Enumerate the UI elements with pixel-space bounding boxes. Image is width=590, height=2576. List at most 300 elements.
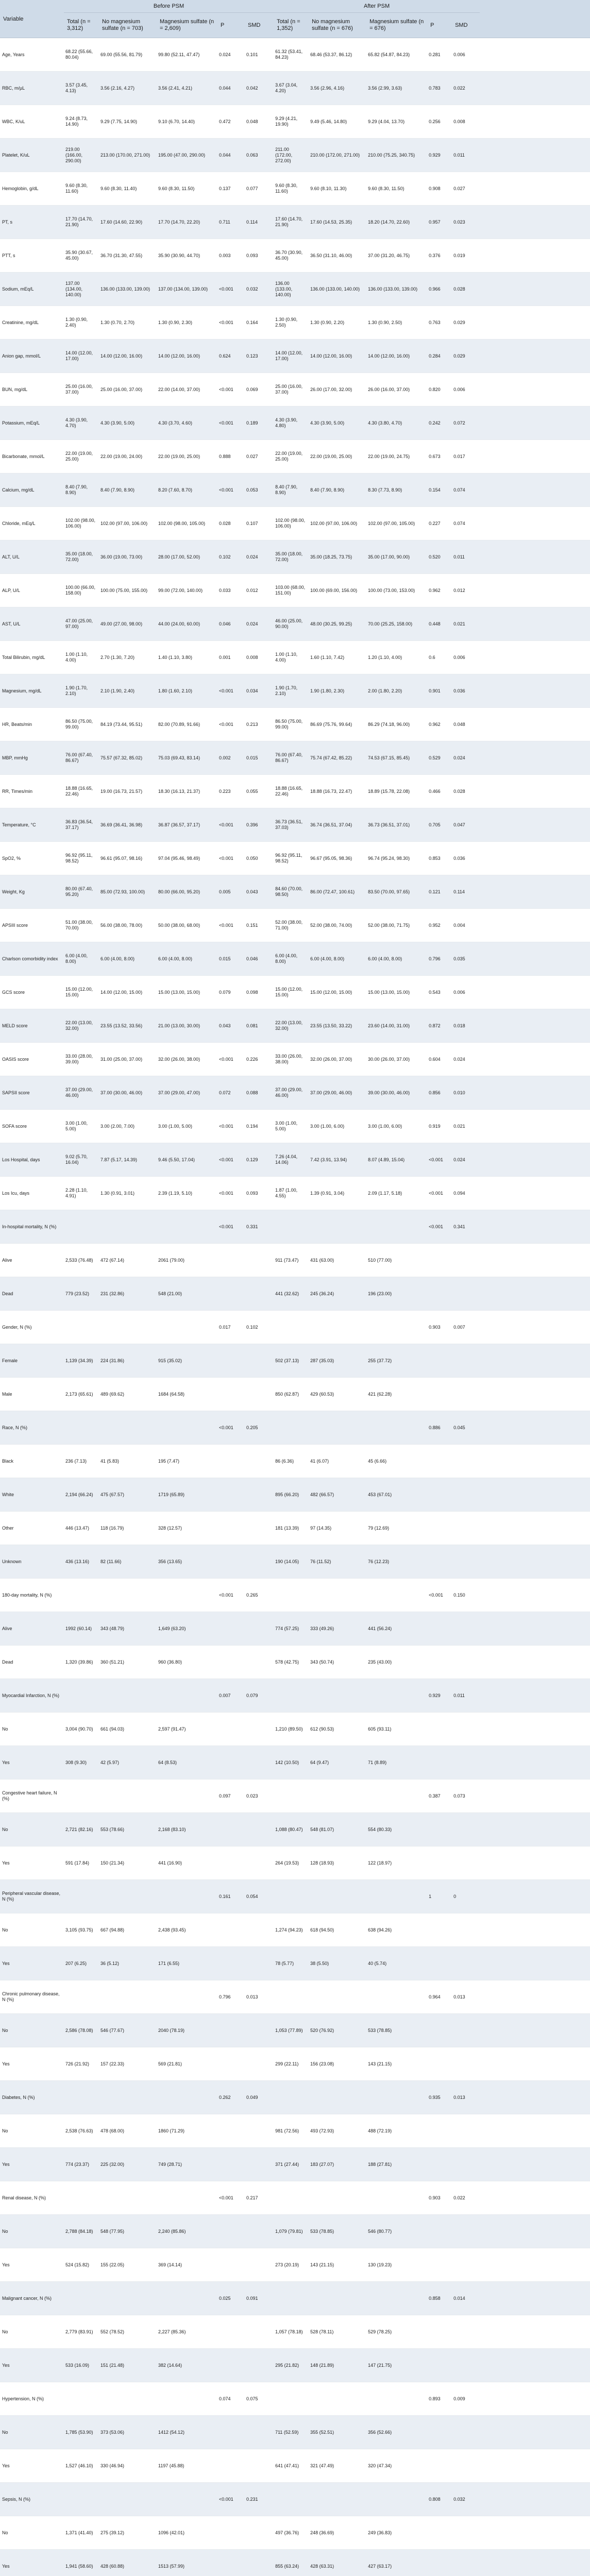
row-spacer (480, 2416, 590, 2449)
after-p-cell (427, 1913, 452, 1947)
table-row (0, 406, 590, 440)
after-psm-header: After PSM (274, 0, 480, 13)
before-mg-cell: 99.00 (72.00, 140.00) (157, 574, 217, 607)
after-no-mg-cell: 75.74 (67.42, 85.22) (309, 741, 366, 775)
before-total-cell: 2,194 (66.24) (64, 1478, 99, 1512)
after-no-mg-cell: 17.60 (14.53, 25.35) (309, 206, 366, 239)
before-no-mg-cell (99, 1679, 157, 1713)
before-total-cell: 1,941 (58.60) (64, 2550, 99, 2576)
before-smd-cell: 0.217 (245, 2181, 274, 2215)
row-spacer (480, 942, 590, 976)
before-total-cell: 1.00 (1.10, 4.00) (64, 641, 99, 674)
after-total-cell (274, 2382, 309, 2416)
after-smd-cell (452, 1445, 480, 1478)
variable-cell: Diabetes, N (%) (0, 2081, 64, 2114)
after-p-cell: 0.281 (427, 38, 452, 72)
before-mg-cell: 44.00 (24.00, 60.00) (157, 607, 217, 641)
after-no-mg-cell: 548 (81.07) (309, 1813, 366, 1846)
before-mg-cell: 2,227 (85.36) (157, 2315, 217, 2349)
before-mg-cell: 37.00 (29.00, 47.00) (157, 1076, 217, 1110)
before-total-cell: 68.22 (55.66, 80.04) (64, 38, 99, 72)
after-total-cell (274, 2282, 309, 2315)
before-smd-cell (245, 1545, 274, 1579)
after-total-cell: 102.00 (98.00, 106.00) (274, 507, 309, 540)
before-mg-cell (157, 1980, 217, 2014)
before-p-cell: <0.001 (217, 1110, 245, 1143)
before-no-mg-cell: 157 (22.33) (99, 2047, 157, 2081)
row-spacer (480, 105, 590, 139)
row-spacer (480, 507, 590, 540)
after-mg-cell: 1.20 (1.10, 4.00) (366, 641, 427, 674)
before-p-cell (217, 1813, 245, 1846)
after-no-mg-cell: 618 (94.50) (309, 1913, 366, 1947)
after-total-cell (274, 1210, 309, 1244)
before-total-cell: 446 (13.47) (64, 1512, 99, 1545)
after-mg-cell: 441 (56.24) (366, 1612, 427, 1646)
before-smd-cell: 0.098 (245, 976, 274, 1009)
before-no-mg-cell: 14.00 (12.00, 16.00) (99, 340, 157, 373)
variable-cell: Yes (0, 2550, 64, 2576)
after-mg-cell: 74.53 (67.15, 85.45) (366, 741, 427, 775)
variable-cell: GCS score (0, 976, 64, 1009)
after-mg-cell: 638 (94.26) (366, 1913, 427, 1947)
after-mg-cell: 76 (12.23) (366, 1545, 427, 1579)
after-smd-cell: 0.028 (452, 273, 480, 306)
before-total-cell: 1,320 (39.86) (64, 1646, 99, 1679)
before-mg-cell (157, 1579, 217, 1612)
before-mg-cell: 749 (28.71) (157, 2148, 217, 2181)
after-total-cell: 850 (62.87) (274, 1378, 309, 1411)
variable-cell: Temperature, °C (0, 808, 64, 842)
before-smd-cell (245, 1947, 274, 1980)
after-total-cell: 36.73 (36.51, 37.03) (274, 808, 309, 842)
after-no-mg-cell (309, 1679, 366, 1713)
before-p-cell (217, 2349, 245, 2382)
variable-cell: Age, Years (0, 38, 64, 72)
before-no-mg-cell: 37.00 (30.00, 46.00) (99, 1076, 157, 1110)
after-no-mg-cell: 333 (49.26) (309, 1612, 366, 1646)
after-p-cell (427, 2014, 452, 2047)
before-mg-cell: 2,597 (91.47) (157, 1713, 217, 1746)
after-mg-cell: 18.20 (14.70, 22.60) (366, 206, 427, 239)
after-mg-cell: 510 (77.00) (366, 1244, 427, 1277)
after-total-cell: 84.60 (70.00, 98.50) (274, 875, 309, 909)
before-mg-header: Magnesium sulfate (n = 2,609) (157, 13, 217, 38)
after-no-mg-cell: 355 (52.51) (309, 2416, 366, 2449)
after-smd-cell (452, 1478, 480, 1512)
before-smd-cell: 0.042 (245, 72, 274, 105)
before-total-cell: 96.92 (95.11, 98.52) (64, 842, 99, 875)
table-row (0, 1143, 590, 1177)
before-mg-cell: 64 (8.53) (157, 1746, 217, 1780)
before-smd-cell (245, 1746, 274, 1780)
before-mg-cell: 2061 (79.00) (157, 1244, 217, 1277)
variable-cell: ALT, U/L (0, 540, 64, 574)
after-p-cell: <0.001 (427, 1177, 452, 1210)
before-p-cell: <0.001 (217, 909, 245, 942)
after-p-cell: 0.543 (427, 976, 452, 1009)
after-mg-cell: 37.00 (31.20, 46.75) (366, 239, 427, 273)
after-no-mg-cell: 612 (90.53) (309, 1713, 366, 1746)
before-smd-cell: 0.055 (245, 775, 274, 808)
after-p-cell (427, 1713, 452, 1746)
variable-cell: Chronic pulmonary disease, N (%) (0, 1980, 64, 2014)
after-total-cell: 211.00 (172.00, 272.00) (274, 139, 309, 172)
after-no-mg-cell: 482 (66.57) (309, 1478, 366, 1512)
after-smd-cell: 0.027 (452, 172, 480, 206)
row-spacer (480, 741, 590, 775)
row-spacer (480, 2516, 590, 2550)
before-total-cell: 2,721 (82.16) (64, 1813, 99, 1846)
after-no-mg-cell (309, 1880, 366, 1913)
after-no-mg-cell: 248 (36.69) (309, 2516, 366, 2550)
before-smd-cell (245, 2014, 274, 2047)
before-p-cell (217, 2248, 245, 2282)
after-smd-cell: 0.011 (452, 1679, 480, 1713)
variable-cell: Charlson comorbidity index (0, 942, 64, 976)
after-total-cell: 1,274 (94.23) (274, 1913, 309, 1947)
after-total-cell: 52.00 (38.00, 71.00) (274, 909, 309, 942)
table-row (0, 942, 590, 976)
after-mg-cell: 529 (78.25) (366, 2315, 427, 2349)
after-total-cell: 35.00 (18.00, 72.00) (274, 540, 309, 574)
before-p-cell: <0.001 (217, 1210, 245, 1244)
after-p-cell: 0.935 (427, 2081, 452, 2114)
variable-cell: No (0, 2215, 64, 2248)
after-no-mg-cell: 86.00 (72.47, 100.61) (309, 875, 366, 909)
after-total-cell: 142 (10.50) (274, 1746, 309, 1780)
table-row (0, 2148, 590, 2181)
row-spacer (480, 1612, 590, 1646)
before-smd-cell: 0.265 (245, 1579, 274, 1612)
after-total-cell: 1,079 (79.81) (274, 2215, 309, 2248)
after-p-cell: 0.964 (427, 1980, 452, 2014)
row-spacer (480, 2181, 590, 2215)
before-total-cell: 2,788 (84.18) (64, 2215, 99, 2248)
table-row (0, 1913, 590, 1947)
table-row (0, 239, 590, 273)
row-spacer (480, 574, 590, 607)
before-mg-cell: 171 (6.55) (157, 1947, 217, 1980)
row-spacer (480, 1110, 590, 1143)
before-smd-cell: 0.054 (245, 1880, 274, 1913)
after-smd-cell (452, 2148, 480, 2181)
before-mg-cell: 195 (7.47) (157, 1445, 217, 1478)
after-smd-cell: 0.047 (452, 808, 480, 842)
variable-cell: Hypertension, N (%) (0, 2382, 64, 2416)
after-total-cell (274, 1780, 309, 1813)
before-p-cell: <0.001 (217, 273, 245, 306)
after-smd-cell: 0.021 (452, 607, 480, 641)
after-p-cell (427, 1478, 452, 1512)
before-mg-cell (157, 2483, 217, 2516)
before-total-cell: 15.00 (12.00, 15.00) (64, 976, 99, 1009)
before-total-cell (64, 2181, 99, 2215)
after-smd-cell (452, 2416, 480, 2449)
row-spacer (480, 2315, 590, 2349)
after-p-cell: 0.154 (427, 473, 452, 507)
before-no-mg-cell: 151 (21.48) (99, 2349, 157, 2382)
after-mg-cell: 136.00 (133.00, 139.00) (366, 273, 427, 306)
before-mg-cell: 99.80 (52.11, 47.47) (157, 38, 217, 72)
before-mg-cell: 1,649 (63.20) (157, 1612, 217, 1646)
after-total-cell: 3.67 (3.04, 4.20) (274, 72, 309, 105)
before-no-mg-cell (99, 1880, 157, 1913)
before-smd-cell: 0.015 (245, 741, 274, 775)
after-smd-cell: 0.006 (452, 976, 480, 1009)
after-p-cell: 0.886 (427, 1411, 452, 1445)
before-p-cell: <0.001 (217, 1411, 245, 1445)
table-row (0, 1612, 590, 1646)
after-mg-cell (366, 2282, 427, 2315)
before-smd-cell: 0.069 (245, 373, 274, 406)
before-smd-cell (245, 2516, 274, 2550)
after-smd-cell: 0.006 (452, 38, 480, 72)
before-smd-cell: 0.101 (245, 38, 274, 72)
variable-cell: Yes (0, 1947, 64, 1980)
before-p-cell: <0.001 (217, 406, 245, 440)
after-mg-cell: 96.74 (95.24, 98.30) (366, 842, 427, 875)
after-total-cell: 497 (36.76) (274, 2516, 309, 2550)
before-mg-cell (157, 1780, 217, 1813)
after-total-cell: 86.50 (75.00, 99.00) (274, 708, 309, 741)
table-row (0, 172, 590, 206)
variable-cell: Dead (0, 1277, 64, 1311)
before-total-header: Total (n = 3,312) (64, 13, 99, 38)
after-p-cell: 0.929 (427, 139, 452, 172)
table-row (0, 1713, 590, 1746)
after-smd-cell: 0.010 (452, 1076, 480, 1110)
variable-cell: White (0, 1478, 64, 1512)
after-mg-cell: 30.00 (26.00, 37.00) (366, 1043, 427, 1076)
header-spacer (480, 0, 590, 38)
after-smd-cell (452, 2449, 480, 2483)
after-mg-cell: 427 (63.17) (366, 2550, 427, 2576)
before-p-cell (217, 2047, 245, 2081)
after-no-mg-cell: 533 (78.85) (309, 2215, 366, 2248)
variable-cell: No (0, 2516, 64, 2550)
before-total-cell: 9.24 (8.73, 14.90) (64, 105, 99, 139)
before-no-mg-cell: 36.00 (19.00, 73.00) (99, 540, 157, 574)
after-total-cell: 1,210 (89.50) (274, 1713, 309, 1746)
variable-cell: 180-day mortality, N (%) (0, 1579, 64, 1612)
before-total-cell: 1,371 (41.40) (64, 2516, 99, 2550)
after-p-cell (427, 2148, 452, 2181)
after-mg-cell (366, 1210, 427, 1244)
before-p-cell: 0.711 (217, 206, 245, 239)
after-p-cell: 0.856 (427, 1076, 452, 1110)
before-mg-cell: 1684 (64.58) (157, 1378, 217, 1411)
before-total-cell: 6.00 (4.00, 8.00) (64, 942, 99, 976)
after-p-cell (427, 1813, 452, 1846)
before-smd-cell: 0.189 (245, 406, 274, 440)
before-total-cell (64, 1980, 99, 2014)
variable-cell: Yes (0, 1746, 64, 1780)
after-mg-cell: 79 (12.69) (366, 1512, 427, 1545)
after-p-cell: 0.121 (427, 875, 452, 909)
after-no-mg-cell: 210.00 (172.00, 271.00) (309, 139, 366, 172)
after-p-cell: 0.673 (427, 440, 452, 473)
after-mg-cell: 143 (21.15) (366, 2047, 427, 2081)
before-total-cell: 726 (21.92) (64, 2047, 99, 2081)
before-no-mg-cell: 7.87 (5.17, 14.39) (99, 1143, 157, 1177)
after-total-cell: 190 (14.05) (274, 1545, 309, 1579)
after-p-cell: 0.962 (427, 574, 452, 607)
after-total-cell: 46.00 (25.00, 90.00) (274, 607, 309, 641)
table-row (0, 1846, 590, 1880)
after-total-cell: 6.00 (4.00, 8.00) (274, 942, 309, 976)
before-total-cell: 1,785 (53.90) (64, 2416, 99, 2449)
after-no-mg-cell: 15.00 (12.00, 15.00) (309, 976, 366, 1009)
before-p-cell: <0.001 (217, 808, 245, 842)
after-mg-cell (366, 2382, 427, 2416)
variable-cell: SAPSII score (0, 1076, 64, 1110)
after-smd-cell (452, 1277, 480, 1311)
before-p-cell: <0.001 (217, 708, 245, 741)
after-p-cell: 0.820 (427, 373, 452, 406)
after-smd-cell: 0.074 (452, 507, 480, 540)
before-total-cell: 9.02 (5.70, 16.04) (64, 1143, 99, 1177)
after-smd-cell: 0.028 (452, 775, 480, 808)
before-total-cell: 3,105 (93.75) (64, 1913, 99, 1947)
after-smd-cell: 0.006 (452, 641, 480, 674)
before-total-cell: 207 (6.25) (64, 1947, 99, 1980)
after-smd-cell: 0.021 (452, 1110, 480, 1143)
before-mg-cell: 82.00 (70.89, 91.66) (157, 708, 217, 741)
after-total-cell (274, 1980, 309, 2014)
table-row (0, 741, 590, 775)
before-smd-cell: 0.123 (245, 340, 274, 373)
table-row (0, 373, 590, 406)
after-no-mg-cell: 321 (47.49) (309, 2449, 366, 2483)
row-spacer (480, 1579, 590, 1612)
after-smd-cell: 0.074 (452, 473, 480, 507)
before-smd-cell: 0.013 (245, 1980, 274, 2014)
before-p-cell (217, 1947, 245, 1980)
after-no-mg-cell (309, 1579, 366, 1612)
after-p-cell: 0.853 (427, 842, 452, 875)
after-p-cell (427, 1612, 452, 1646)
after-total-cell (274, 2483, 309, 2516)
before-no-mg-cell: 41 (5.83) (99, 1445, 157, 1478)
after-smd-cell: 0.150 (452, 1579, 480, 1612)
row-spacer (480, 808, 590, 842)
before-total-cell: 9.60 (8.30, 11.60) (64, 172, 99, 206)
variable-cell: PT, s (0, 206, 64, 239)
variable-cell: No (0, 1913, 64, 1947)
after-mg-cell: 36.73 (36.51, 37.01) (366, 808, 427, 842)
before-total-cell: 1.90 (1.70, 2.10) (64, 674, 99, 708)
after-total-cell: 295 (21.82) (274, 2349, 309, 2382)
table-row (0, 1813, 590, 1846)
after-no-mg-cell: 128 (18.93) (309, 1846, 366, 1880)
after-no-mg-cell: 287 (35.03) (309, 1344, 366, 1378)
after-smd-cell: 0.009 (452, 2382, 480, 2416)
row-spacer (480, 1043, 590, 1076)
before-p-cell: 0.161 (217, 1880, 245, 1913)
after-smd-cell: 0.011 (452, 540, 480, 574)
before-smd-cell: 0.043 (245, 875, 274, 909)
variable-cell: Yes (0, 2449, 64, 2483)
before-mg-cell: 1197 (45.88) (157, 2449, 217, 2483)
variable-cell: Magnesium, mg/dL (0, 674, 64, 708)
row-spacer (480, 1411, 590, 1445)
variable-cell: Alive (0, 1612, 64, 1646)
before-mg-cell: 1.30 (0.90, 2.30) (157, 306, 217, 340)
table-row (0, 1344, 590, 1378)
variable-cell: SpO2, % (0, 842, 64, 875)
after-mg-cell: 65.82 (54.87, 84.23) (366, 38, 427, 72)
table-row (0, 2181, 590, 2215)
before-mg-cell: 2,438 (93.45) (157, 1913, 217, 1947)
before-smd-cell: 0.012 (245, 574, 274, 607)
before-total-cell: 76.00 (67.40, 86.67) (64, 741, 99, 775)
row-spacer (480, 473, 590, 507)
row-spacer (480, 139, 590, 172)
after-total-cell (274, 1311, 309, 1344)
before-no-mg-cell: 155 (22.05) (99, 2248, 157, 2282)
before-p-cell: 0.001 (217, 641, 245, 674)
table-row (0, 273, 590, 306)
before-total-cell: 100.00 (66.00, 158.00) (64, 574, 99, 607)
before-p-cell (217, 1244, 245, 1277)
table-row (0, 1244, 590, 1277)
after-total-cell: 9.60 (8.30, 11.60) (274, 172, 309, 206)
before-no-mg-cell: 14.00 (12.00, 15.00) (99, 976, 157, 1009)
before-total-cell: 2,586 (78.08) (64, 2014, 99, 2047)
before-smd-cell: 0.024 (245, 607, 274, 641)
before-no-mg-cell: 36 (5.12) (99, 1947, 157, 1980)
after-mg-cell: 22.00 (19.00, 24.75) (366, 440, 427, 473)
variable-cell: Chloride, mEq/L (0, 507, 64, 540)
before-p-cell (217, 1646, 245, 1679)
table-row (0, 1378, 590, 1411)
after-smd-cell (452, 1746, 480, 1780)
table-row (0, 1110, 590, 1143)
table-row (0, 842, 590, 875)
after-p-cell: 0.705 (427, 808, 452, 842)
row-spacer (480, 2349, 590, 2382)
after-p-cell (427, 2416, 452, 2449)
before-total-cell: 2.28 (1.10, 4.91) (64, 1177, 99, 1210)
row-spacer (480, 1445, 590, 1478)
before-mg-cell: 3.56 (2.41, 4.21) (157, 72, 217, 105)
after-smd-cell (452, 2550, 480, 2576)
before-total-cell: 33.00 (28.00, 39.00) (64, 1043, 99, 1076)
before-p-cell: 0.223 (217, 775, 245, 808)
after-mg-cell: 122 (18.97) (366, 1846, 427, 1880)
after-no-mg-cell: 136.00 (133.00, 140.00) (309, 273, 366, 306)
after-mg-cell: 18.89 (15.78, 22.08) (366, 775, 427, 808)
after-mg-cell: 1.30 (0.90, 2.50) (366, 306, 427, 340)
before-no-mg-cell: 343 (48.79) (99, 1612, 157, 1646)
after-smd-cell (452, 2349, 480, 2382)
after-p-cell (427, 2047, 452, 2081)
before-mg-cell: 80.00 (66.00, 95.20) (157, 875, 217, 909)
before-no-mg-cell (99, 2081, 157, 2114)
before-mg-cell: 1412 (54.12) (157, 2416, 217, 2449)
before-psm-header: Before PSM (64, 0, 274, 13)
after-p-cell: <0.001 (427, 1143, 452, 1177)
before-no-mg-cell: 667 (94.88) (99, 1913, 157, 1947)
before-smd-cell: 0.093 (245, 1177, 274, 1210)
after-mg-cell: 14.00 (12.00, 16.00) (366, 340, 427, 373)
after-smd-cell (452, 2215, 480, 2248)
after-no-mg-cell: 7.42 (3.91, 13.94) (309, 1143, 366, 1177)
before-mg-cell: 328 (12.57) (157, 1512, 217, 1545)
after-p-cell: 0.919 (427, 1110, 452, 1143)
after-total-cell: 981 (72.56) (274, 2114, 309, 2148)
